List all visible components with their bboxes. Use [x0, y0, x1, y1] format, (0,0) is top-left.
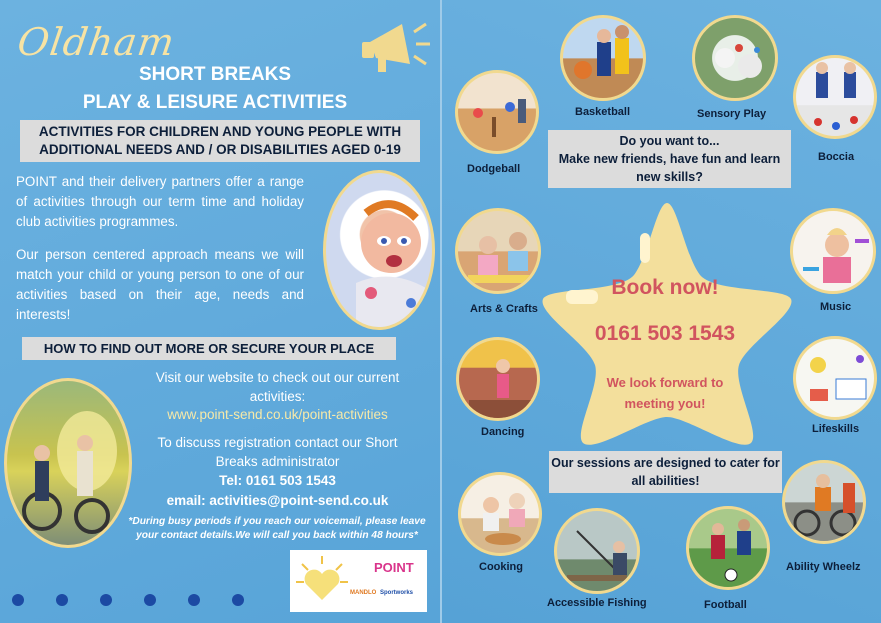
activity-label: Ability Wheelz: [786, 561, 861, 573]
painted-child-photo: [323, 170, 435, 330]
activity-label: Accessible Fishing: [547, 597, 647, 609]
bike-riders-photo: [4, 378, 132, 548]
dot: [100, 594, 112, 606]
approach-paragraph: Our person centered approach means we will match your child or young person to one of our activities based on their age, needs and interests!: [16, 247, 304, 322]
activity-label: Music: [820, 301, 852, 313]
audience-banner: [20, 120, 420, 162]
title-line-1: SHORT BREAKS: [138, 64, 291, 85]
activity-label: Sensory Play: [697, 108, 767, 120]
question-line-1: Do you want to...: [619, 134, 720, 148]
dot: [12, 594, 24, 606]
oldham-script-title: Oldham: [14, 20, 178, 64]
accessible-fishing-photo: [554, 508, 640, 594]
left-page: [0, 0, 440, 623]
question-line-2: Make new friends, have fun and learn new skills?: [558, 152, 781, 184]
decorative-dots: [12, 594, 244, 606]
dot: [188, 594, 200, 606]
cooking-photo: [458, 472, 542, 556]
ability-wheelz-photo: [782, 460, 866, 544]
intro-paragraph: POINT and their delivery partners offer a range of activities through our term time and holiday club activities programmes.: [16, 174, 304, 229]
heart-sun-logo-icon: [294, 554, 350, 608]
activity-label: Dodgeball: [467, 163, 521, 175]
dodgeball-photo: [455, 70, 539, 154]
football-photo: [686, 506, 770, 590]
activity-label: Football: [704, 599, 747, 611]
voicemail-note: *During busy periods if you reach our voicemail, please leave your contact details.We will call you back within 48 hours*: [128, 516, 426, 541]
dot: [144, 594, 156, 606]
visit-website-text: Visit our website to check out our current activities:: [155, 370, 400, 404]
website-link[interactable]: www.point-send.co.uk/point-activities: [167, 407, 388, 422]
dot: [232, 594, 244, 606]
boccia-photo: [793, 55, 877, 139]
sportworks-logo: Sportworks: [380, 590, 414, 596]
activity-label: Lifeskills: [812, 423, 860, 435]
lifeskills-photo: [793, 336, 877, 420]
booking-phone-number[interactable]: 0161 503 1543: [594, 322, 736, 345]
activity-label: Basketball: [575, 106, 631, 118]
sensory-play-photo: [692, 15, 778, 101]
look-forward-text: We look forward to meeting you!: [606, 375, 724, 411]
dancing-photo: [456, 337, 540, 421]
mandlo-logo: MANDLO: [350, 590, 377, 596]
email-address[interactable]: email: activities@point-send.co.uk: [166, 493, 389, 508]
point-logo: POINT: [374, 560, 414, 575]
discuss-registration-text: To discuss registration contact our Short Breaks administrator: [157, 435, 398, 469]
audience-banner-line-2: ADDITIONAL NEEDS AND / OR DISABILITIES AGED 0-19: [39, 142, 401, 157]
arts-crafts-photo: [455, 208, 541, 294]
find-out-more-banner: HOW TO FIND OUT MORE OR SECURE YOUR PLACE: [22, 337, 396, 360]
partner-logos: [290, 550, 427, 612]
title-line-2: PLAY & LEISURE ACTIVITIES: [82, 92, 348, 113]
basketball-photo: [560, 15, 646, 101]
sessions-banner: Our sessions are designed to cater for all abilities!: [549, 451, 782, 493]
audience-banner-line-1: ACTIVITIES FOR CHILDREN AND YOUNG PEOPLE WITH: [38, 124, 402, 139]
activity-label: Cooking: [479, 561, 523, 573]
activity-label: Boccia: [818, 151, 855, 163]
activity-label: Dancing: [481, 426, 525, 438]
activity-label: Arts & Crafts: [470, 303, 538, 315]
dot: [56, 594, 68, 606]
music-photo: [790, 208, 876, 294]
telephone-number[interactable]: Tel: 0161 503 1543: [219, 473, 336, 488]
question-banner: [548, 130, 791, 188]
book-now-heading: Book now!: [611, 276, 719, 299]
